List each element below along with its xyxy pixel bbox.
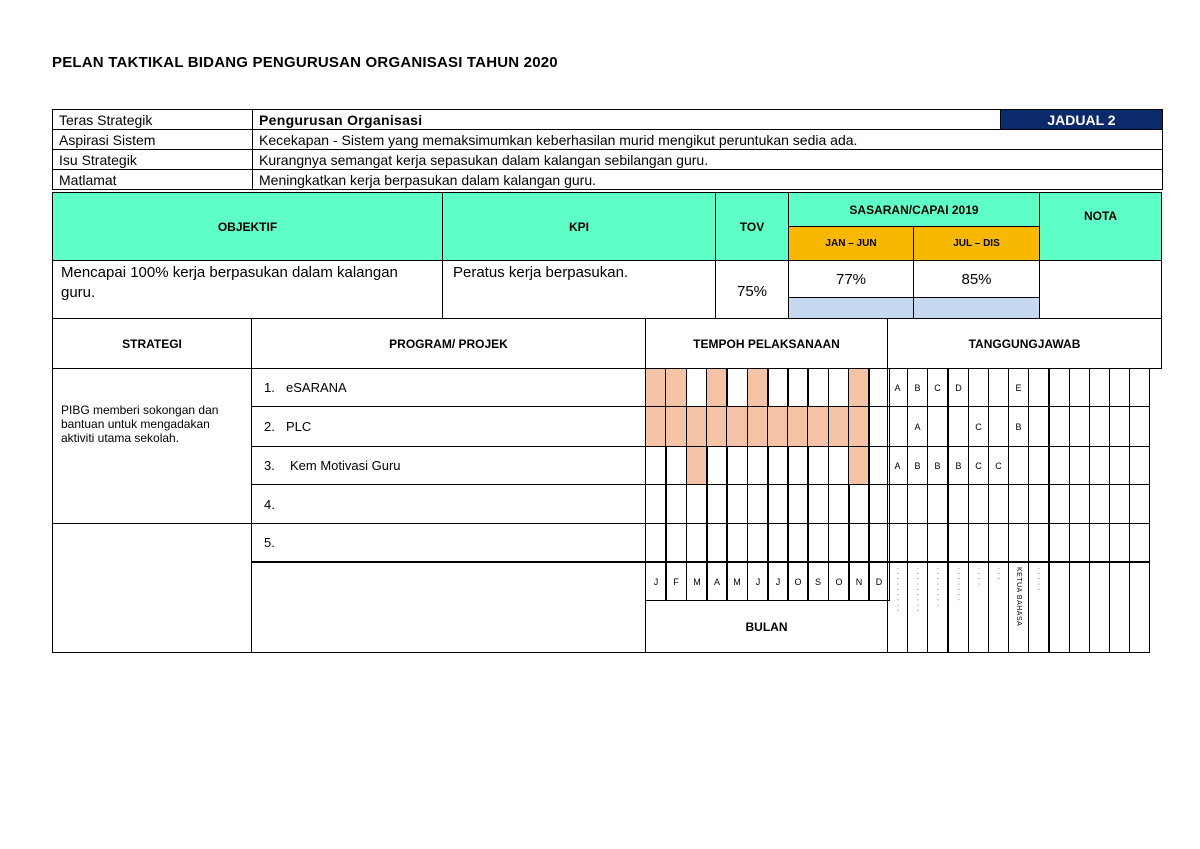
month-cell — [665, 446, 687, 485]
responsibility-cell — [1008, 523, 1029, 562]
month-cell — [726, 446, 748, 485]
program-cell — [251, 523, 646, 562]
program-header: PROGRAM/ PROJEK — [251, 318, 646, 369]
header-label: Teras Strategik — [53, 110, 253, 130]
header-label: Isu Strategik — [53, 150, 253, 170]
responsibility-cell — [1049, 446, 1070, 485]
month-cell — [848, 523, 870, 562]
program-number: 5. — [264, 535, 275, 550]
month-label: D — [868, 562, 890, 601]
header-value: Kecekapan - Sistem yang memaksimumkan keberhasilan murid mengikut peruntukan sedia ada. — [253, 130, 1163, 150]
program-name: Kem Motivasi Guru — [290, 458, 401, 473]
month-cell — [787, 406, 809, 447]
month-cell — [706, 523, 728, 562]
responsibility-cell — [1028, 406, 1049, 447]
responsibility-cell: C — [968, 406, 989, 447]
nota-value — [1039, 260, 1162, 319]
responsibility-cell — [1028, 446, 1049, 485]
responsibility-cell — [1049, 406, 1070, 447]
month-cell — [807, 523, 829, 562]
responsibility-label — [907, 562, 928, 653]
month-cell — [686, 446, 708, 485]
responsibility-cell — [907, 484, 928, 524]
month-cell — [747, 523, 769, 562]
responsibility-label — [1008, 562, 1029, 653]
responsibility-cell — [1028, 368, 1049, 407]
month-cell — [747, 484, 769, 524]
responsibility-label — [1129, 562, 1150, 653]
month-cell — [848, 406, 870, 447]
program-number: 1. — [264, 380, 275, 395]
month-cell — [787, 523, 809, 562]
responsibility-cell: B — [927, 446, 948, 485]
month-cell — [686, 368, 708, 407]
responsibility-cell — [887, 484, 908, 524]
month-cell — [686, 406, 708, 447]
month-label: M — [726, 562, 748, 601]
strategi-empty — [52, 523, 252, 653]
jul-dis-value: 85% — [913, 260, 1040, 298]
responsibility-label — [948, 562, 969, 653]
responsibility-cell: B — [948, 446, 969, 485]
month-label: J — [645, 562, 667, 601]
jadual-badge: JADUAL 2 — [1001, 110, 1163, 130]
month-cell — [828, 446, 850, 485]
responsibility-cell — [1089, 406, 1110, 447]
responsibility-cell: C — [927, 368, 948, 407]
month-cell — [665, 406, 687, 447]
responsibility-cell — [1129, 484, 1150, 524]
month-cell — [848, 484, 870, 524]
responsibility-cell — [988, 523, 1009, 562]
strategi-text: PIBG memberi sokongan dan bantuan untuk mengadakan aktiviti utama sekolah. — [52, 368, 252, 524]
month-cell — [706, 368, 728, 407]
header-label: Aspirasi Sistem — [53, 130, 253, 150]
month-label: A — [706, 562, 728, 601]
responsibility-cell — [907, 523, 928, 562]
responsibility-label — [887, 562, 908, 653]
page-title: PELAN TAKTIKAL BIDANG PENGURUSAN ORGANISASI TAHUN 2020 — [52, 54, 558, 71]
month-cell — [706, 484, 728, 524]
responsibility-cell — [1129, 446, 1150, 485]
kpi-value: Peratus kerja berpasukan. — [442, 260, 716, 319]
jul-dis-header: JUL – DIS — [913, 226, 1040, 261]
jan-jun-achieved — [788, 297, 914, 319]
bulan-label: BULAN — [645, 600, 888, 653]
month-cell — [767, 406, 789, 447]
month-label: O — [787, 562, 809, 601]
month-label: F — [665, 562, 687, 601]
program-number: 4. — [264, 496, 275, 512]
tov-header: TOV — [715, 192, 789, 261]
month-cell — [747, 406, 769, 447]
tanggungjawab-header: TANGGUNGJAWAB — [887, 318, 1162, 369]
responsibility-cell: A — [887, 446, 908, 485]
header-value: Meningkatkan kerja berpasukan dalam kalangan guru. — [253, 170, 1163, 190]
month-cell — [645, 484, 667, 524]
responsibility-label — [1028, 562, 1049, 653]
responsibility-label — [1089, 562, 1110, 653]
month-cell — [686, 484, 708, 524]
responsibility-cell — [988, 368, 1009, 407]
month-cell — [828, 523, 850, 562]
month-label: S — [807, 562, 829, 601]
month-cell — [665, 523, 687, 562]
month-cell — [807, 406, 829, 447]
responsibility-cell — [1089, 446, 1110, 485]
month-cell — [726, 484, 748, 524]
responsibility-label — [1109, 562, 1130, 653]
month-cell — [645, 368, 667, 407]
tov-value: 75% — [715, 260, 789, 319]
month-cell — [645, 406, 667, 447]
responsibility-cell — [1089, 368, 1110, 407]
month-cell — [645, 446, 667, 485]
responsibility-cell — [1089, 523, 1110, 562]
responsibility-cell — [1008, 446, 1029, 485]
month-cell — [767, 484, 789, 524]
responsibility-cell — [948, 484, 969, 524]
responsibility-label-text: · · · · · · · · · — [894, 567, 901, 613]
month-cell — [828, 368, 850, 407]
program-empty — [251, 562, 646, 653]
responsibility-cell — [988, 484, 1009, 524]
month-cell — [726, 406, 748, 447]
month-cell — [645, 523, 667, 562]
responsibility-cell: E — [1008, 368, 1029, 407]
month-cell — [828, 406, 850, 447]
responsibility-label-text: KETUA BAHASA — [1015, 567, 1022, 627]
month-cell — [665, 368, 687, 407]
program-name: PLC — [286, 419, 312, 434]
responsibility-label — [1049, 562, 1070, 653]
responsibility-cell — [887, 523, 908, 562]
objektif-value: Mencapai 100% kerja berpasukan dalam kalangan guru. — [52, 260, 443, 319]
program-cell — [251, 368, 646, 407]
header-info-table — [52, 109, 1163, 190]
responsibility-cell: D — [948, 368, 969, 407]
responsibility-cell — [1069, 484, 1090, 524]
month-cell — [706, 446, 728, 485]
month-cell — [807, 368, 829, 407]
month-cell — [747, 368, 769, 407]
month-cell — [828, 484, 850, 524]
month-cell — [848, 368, 870, 407]
responsibility-cell — [927, 523, 948, 562]
header-value: Pengurusan Organisasi — [253, 110, 1001, 130]
responsibility-cell — [1109, 523, 1130, 562]
responsibility-cell: A — [907, 406, 928, 447]
month-cell — [848, 446, 870, 485]
month-cell — [747, 446, 769, 485]
month-cell — [787, 446, 809, 485]
tempoh-header: TEMPOH PELAKSANAAN — [645, 318, 888, 369]
responsibility-cell: B — [1008, 406, 1029, 447]
header-label: Matlamat — [53, 170, 253, 190]
month-cell — [767, 523, 789, 562]
responsibility-cell — [1069, 406, 1090, 447]
responsibility-cell — [948, 406, 969, 447]
month-cell — [706, 406, 728, 447]
month-label: M — [686, 562, 708, 601]
responsibility-label — [968, 562, 989, 653]
responsibility-cell — [887, 406, 908, 447]
responsibility-cell: C — [988, 446, 1009, 485]
jul-dis-achieved — [913, 297, 1040, 319]
responsibility-cell — [968, 484, 989, 524]
program-number: 3. — [264, 458, 275, 473]
responsibility-label-text: · · · · · · · · — [934, 567, 941, 607]
responsibility-cell: C — [968, 446, 989, 485]
header-value: Kurangnya semangat kerja sepasukan dalam kalangan sebilangan guru. — [253, 150, 1163, 170]
strategi-header: STRATEGI — [52, 318, 252, 369]
program-number: 2. — [264, 419, 275, 434]
month-cell — [726, 368, 748, 407]
objektif-header: OBJEKTIF — [52, 192, 443, 261]
responsibility-cell — [927, 484, 948, 524]
sasaran-header: SASARAN/CAPAI 2019 — [788, 192, 1040, 227]
responsibility-cell — [1008, 484, 1029, 524]
responsibility-cell — [1028, 484, 1049, 524]
responsibility-cell — [1129, 523, 1150, 562]
month-cell — [767, 446, 789, 485]
responsibility-cell — [1109, 484, 1130, 524]
responsibility-cell — [1109, 406, 1130, 447]
responsibility-cell — [948, 523, 969, 562]
responsibility-cell — [1129, 406, 1150, 447]
month-cell — [807, 446, 829, 485]
month-label: N — [848, 562, 870, 601]
responsibility-cell: B — [907, 446, 928, 485]
month-cell — [807, 484, 829, 524]
jan-jun-header: JAN – JUN — [788, 226, 914, 261]
responsibility-cell — [1109, 368, 1130, 407]
program-cell — [251, 406, 646, 447]
responsibility-label-text: · · · · · · · — [955, 567, 962, 602]
kpi-header: KPI — [442, 192, 716, 261]
responsibility-label-text: · · · — [995, 567, 1002, 581]
responsibility-label — [988, 562, 1009, 653]
responsibility-cell — [1129, 368, 1150, 407]
responsibility-cell — [927, 406, 948, 447]
responsibility-cell — [988, 406, 1009, 447]
month-cell — [787, 484, 809, 524]
responsibility-cell: A — [887, 368, 908, 407]
month-cell — [665, 484, 687, 524]
month-cell — [787, 368, 809, 407]
month-cell — [726, 523, 748, 562]
nota-header: NOTA — [1039, 192, 1162, 261]
responsibility-cell — [968, 523, 989, 562]
program-name: eSARANA — [286, 380, 347, 395]
responsibility-label-text: · · · · — [975, 567, 982, 586]
program-cell — [251, 446, 646, 485]
responsibility-cell — [1049, 523, 1070, 562]
responsibility-cell: B — [907, 368, 928, 407]
responsibility-cell — [1069, 446, 1090, 485]
responsibility-cell — [1049, 484, 1070, 524]
responsibility-cell — [1069, 523, 1090, 562]
responsibility-cell — [1028, 523, 1049, 562]
responsibility-cell — [1109, 446, 1130, 485]
program-cell — [251, 484, 646, 524]
month-cell — [767, 368, 789, 407]
month-cell — [686, 523, 708, 562]
jan-jun-value: 77% — [788, 260, 914, 298]
month-label: J — [767, 562, 789, 601]
responsibility-cell — [1089, 484, 1110, 524]
responsibility-label-text: · · · · · · · · · — [914, 567, 921, 613]
responsibility-cell — [1049, 368, 1070, 407]
responsibility-label — [927, 562, 948, 653]
responsibility-label — [1069, 562, 1090, 653]
month-label: O — [828, 562, 850, 601]
responsibility-label-text: · · · · · — [1035, 567, 1042, 591]
responsibility-cell — [968, 368, 989, 407]
responsibility-cell — [1069, 368, 1090, 407]
month-label: J — [747, 562, 769, 601]
